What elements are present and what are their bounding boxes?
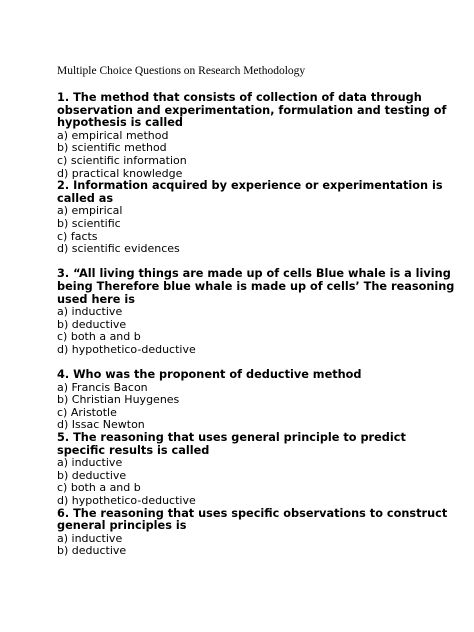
option-c: c) Aristotle bbox=[57, 405, 117, 419]
option-b: b) deductive bbox=[57, 317, 127, 331]
option-b: b) Christian Huygenes bbox=[57, 393, 180, 407]
question-6 bbox=[57, 508, 457, 558]
question-5 bbox=[57, 432, 457, 508]
option-d: d) hypothetico-deductive bbox=[57, 342, 196, 356]
option-d: d) scientific evidences bbox=[57, 242, 180, 256]
option-a: a) inductive bbox=[57, 456, 123, 470]
option-c: c) both a and b bbox=[57, 481, 141, 495]
document-page bbox=[57, 64, 457, 558]
option-b: b) deductive bbox=[57, 544, 127, 558]
question-2 bbox=[57, 180, 457, 256]
question-text: 4. Who was the proponent of deductive method bbox=[57, 368, 362, 382]
document-title: Multiple Choice Questions on Research Methodology bbox=[57, 65, 306, 77]
option-d: d) practical knowledge bbox=[57, 166, 183, 180]
option-c: c) facts bbox=[57, 229, 98, 243]
question-text: 6. The reasoning that uses specific observations to construct general principles is bbox=[57, 506, 448, 533]
option-d: d) Issac Newton bbox=[57, 418, 145, 432]
question-4 bbox=[57, 369, 457, 432]
option-c: c) both a and b bbox=[57, 330, 141, 344]
option-a: a) empirical bbox=[57, 204, 123, 218]
option-b: b) scientific bbox=[57, 216, 121, 230]
option-a: a) inductive bbox=[57, 531, 123, 545]
option-a: a) inductive bbox=[57, 305, 123, 319]
question-text: 5. The reasoning that uses general principle to predict specific results is called bbox=[57, 431, 406, 457]
option-a: a) empirical method bbox=[57, 128, 169, 142]
question-text: 1. The method that consists of collection of data through observation and experimentation, formulation and testing of hypothesis is called bbox=[57, 91, 447, 130]
option-a: a) Francis Bacon bbox=[57, 380, 148, 394]
option-b: b) scientific method bbox=[57, 141, 167, 155]
question-text: 3. “All living things are made up of cells Blue whale is a living being Therefore blue whale is made up of cells’ The reasoning used here is bbox=[57, 267, 455, 306]
option-c: c) scientific information bbox=[57, 153, 187, 167]
option-b: b) deductive bbox=[57, 468, 127, 482]
question-1 bbox=[57, 92, 457, 180]
question-3 bbox=[57, 268, 457, 356]
question-text: 2. Information acquired by experience or experimentation is called as bbox=[57, 179, 443, 205]
option-d: d) hypothetico-deductive bbox=[57, 494, 196, 507]
